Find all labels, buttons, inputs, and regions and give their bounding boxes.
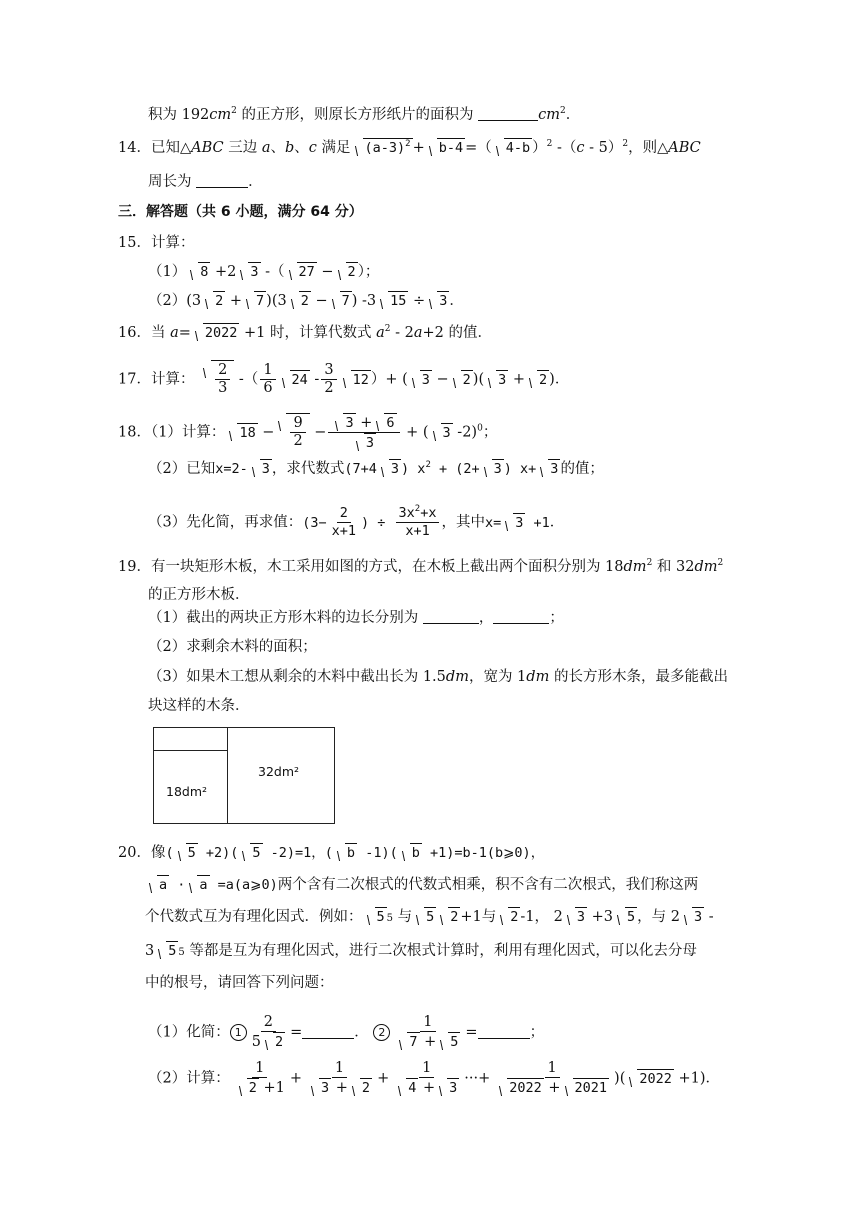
q15-part2: （2）(3 2 + 7 )(3 2 − 7 ) -3 15 ÷ 3 ． [148, 293, 464, 309]
q20-line4: 3 5 5 等都是互为有理化因式，进行二次根式计算时，利用有理化因式，可以化去分母 [145, 943, 697, 959]
q20-line3: 个代数式互为有理化因式．例如： 5 5 与 5 2 +1与 2 -1， 2 3 +3 5 ，与 2 3 - [145, 909, 714, 925]
divider-line [154, 750, 227, 751]
small-square-label: 18dm² [166, 784, 208, 799]
q20-line5: 中的根号，请回答下列问题： [145, 975, 334, 991]
q17: 17．计算： $\frac{2}{3}$ -（ $\frac{1}{6}$ 24 - $\frac{3}{2}$ 12 ）+ ( 3 − 2 )( 3 + 2 )． [118, 362, 570, 396]
q13-tail: 积为 $192cm^2$ 的正方形，则原长方形纸片的面积为 $cm^2$． [148, 106, 581, 123]
q19-part1: （1）截出的两块正方形木料的边长分别为 ， ； [148, 610, 564, 626]
q14-line1: 14．已知△ABC 三边 a、b、c 满足 $(a-3)^2 + b-4$ =（ 4-b ）$^2$ -（c - 5）$^2$，则△ABC [118, 139, 701, 156]
q19-part3-line2: 块这样的木条． [148, 698, 250, 714]
small-square [154, 728, 228, 823]
q19-part2: （2）求剩余木料的面积； [148, 639, 317, 655]
q14-line2: 周长为 ． [148, 174, 263, 190]
q19-part3: （3）如果木工想从剩余的木料中截出长为 1.5dm，宽为 1dm 的长方形木条，最多能截出 [148, 669, 728, 685]
board-figure [153, 727, 335, 824]
q16: 16．当 a= 2022 +1 时，计算代数式 $a^2 - 2a+2$ 的值． [118, 324, 492, 341]
q18-part1: 18．（1）计算： 18 − $\frac{9}{2}$ − $\frac{3 + 6}{3}$ + ( 3 -2)$^0$； [118, 415, 498, 451]
q19-line1: 19．有一块矩形木板，木工采用如图的方式，在木板上截出两个面积分别为 $18dm^2$ 和 $32dm^2$ [118, 558, 724, 575]
q20-part2: （2）计算： $\frac{1}{2 +1}$ + $\frac{1}{3 + 2}$ + $\frac{1}{4 + 3}$ ···+ $\frac{1}{2022 + 2021}$ )( 2022 +1)． [148, 1060, 721, 1096]
q18-part2: （2）已知x=2- 3 ，求代数式(7+4 3 ) $x^2 + (2+ 3$ ) x+ 3 的值； [148, 460, 604, 477]
q15-part1: （1） 8 +2 3 -（ 27 − 2 ）； [148, 264, 380, 280]
q20-part1: （1）化简： 1 $\frac{2}{5 2}$ = ． 2 $\frac{1}{7 + 5}$ = ； [148, 1014, 545, 1050]
large-square-label: 32dm² [258, 764, 300, 779]
q20-line1: 20．像( 5 +2)( 5 -2)=1，( b -1)( b +1)=b-1(b⩾0)， [118, 845, 545, 861]
q18-part3: （3）先化简，再求值：(3− $\frac{2}{x+1}$ ) ÷ $\frac{3x^2+x}{x+1}$ ，其中x= 3 +1． [148, 504, 565, 539]
q15-label: 15．计算： [118, 235, 195, 251]
q20-line2: a · a =a(a⩾0)两个含有二次根式的代数式相乘，积不含有二次根式，我们称这两 [145, 875, 698, 895]
q19-line2: 的正方形木板． [148, 587, 250, 603]
section-heading: 三．解答题（共 6 小题，满分 64 分） [118, 204, 363, 220]
